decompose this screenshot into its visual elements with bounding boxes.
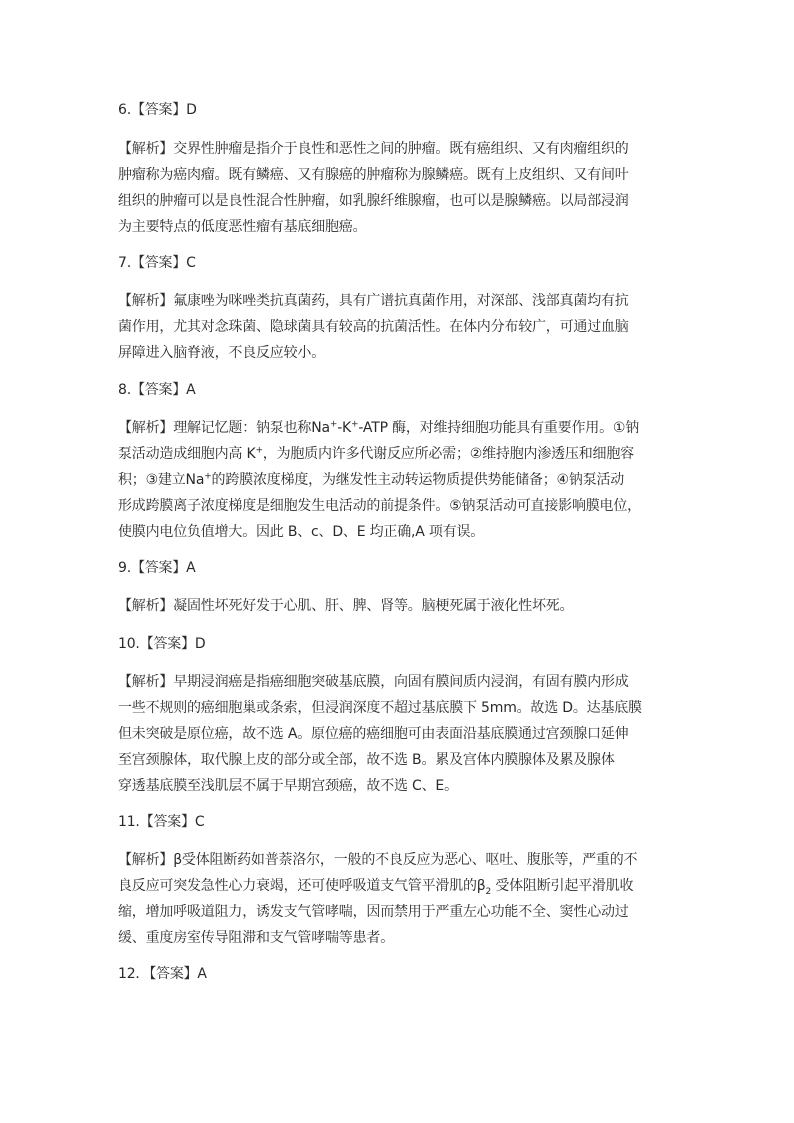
analysis-text: 的跨膜浓度梯度，为继发性主动转运物质提供势能储备；④钠泵活动 <box>211 472 625 488</box>
analysis-line: 缩，增加呼吸道阻力，诱发支气管哮喘，因而禁用于严重左心功能不全、窦性心动过 <box>118 904 629 920</box>
answer-block-6 <box>118 97 688 123</box>
analysis-block-11 <box>118 847 688 951</box>
answer-block-9 <box>118 555 688 581</box>
analysis-line: 【解析】凝固性坏死好发于心肌、肝、脾、肾等。脑梗死属于液化性坏死。 <box>118 598 574 614</box>
analysis-line: 屏障进入脑脊液，不良反应较小。 <box>118 345 325 361</box>
analysis-line: 为主要特点的低度恶性瘤有基底细胞癌。 <box>118 219 367 235</box>
answer-block-7 <box>118 250 688 276</box>
analysis-text: 【解析】理解记忆题：钠泵也称Na <box>118 420 330 436</box>
analysis-text: 良反应可突发急性心力衰竭，还可使呼吸道支气管平滑肌的β <box>118 878 486 894</box>
analysis-block-6 <box>118 136 688 240</box>
analysis-line <box>118 873 688 899</box>
superscript: + <box>351 419 359 430</box>
analysis-line: 【解析】早期浸润癌是指癌细胞突破基底膜，向固有膜间质内浸润，有固有膜内形成 <box>118 674 629 690</box>
analysis-text: -K <box>337 420 352 436</box>
analysis-text: 受体阻断引起平滑肌收 <box>491 878 634 894</box>
analysis-line <box>118 415 688 441</box>
analysis-text: 泵活动造成细胞内高 K <box>118 446 256 462</box>
analysis-line: 肿瘤称为癌肉瘤。既有鳞癌、又有腺癌的肿瘤称为腺鳞癌。既有上皮组织、又有间叶 <box>118 167 629 183</box>
answer-block-11 <box>118 809 688 835</box>
answer-heading: 6.【答案】D <box>118 102 197 118</box>
superscript: + <box>329 419 338 430</box>
analysis-line: 使膜内电位负值增大。因此 B、c、D、E 均正确,A 项有误。 <box>118 524 485 540</box>
analysis-text: -ATP 酶，对维持细胞功能具有重要作用。①钠 <box>358 420 640 436</box>
analysis-line <box>118 467 688 493</box>
analysis-line: 【解析】氟康唑为咪唑类抗真菌药，具有广谱抗真菌作用，对深部、浅部真菌均有抗 <box>118 293 629 309</box>
answer-block-10 <box>118 631 688 657</box>
analysis-block-9 <box>118 593 688 619</box>
analysis-line: 一些不规则的癌细胞巢或条索，但浸润深度不超过基底膜下 5mm。故选 D。达基底膜 <box>118 700 642 716</box>
superscript: + <box>204 471 212 482</box>
superscript: + <box>255 445 263 456</box>
analysis-line: 但未突破是原位癌，故不选 A。原位癌的癌细胞可由表面沿基底膜通过宫颈腺口延伸 <box>118 726 629 742</box>
answer-heading: 8.【答案】A <box>118 382 196 398</box>
analysis-block-8 <box>118 415 688 545</box>
answer-heading: 9.【答案】A <box>118 560 196 576</box>
analysis-block-10 <box>118 669 688 799</box>
analysis-text: ，为胞质内许多代谢反应所必需；②维持胞内渗透压和细胞容 <box>262 446 634 462</box>
analysis-block-7 <box>118 288 688 366</box>
analysis-line: 穿透基底膜至浅肌层不属于早期宫颈癌，故不选 C、E。 <box>118 778 458 794</box>
analysis-text: 积；③建立Na <box>118 472 205 488</box>
analysis-line: 缓、重度房室传导阻滞和支气管哮喘等患者。 <box>118 930 394 946</box>
analysis-line: 菌作用，尤其对念珠菌、隐球菌具有较高的抗菌活性。在体内分布较广，可通过血脑 <box>118 319 629 335</box>
answer-block-8 <box>118 377 688 403</box>
analysis-line: 形成跨膜离子浓度梯度是细胞发生电活动的前提条件。⑤钠泵活动可直接影响膜电位， <box>118 498 641 514</box>
subscript: 2 <box>485 886 492 897</box>
answer-block-12 <box>118 961 688 987</box>
analysis-line: 至宫颈腺体，取代腺上皮的部分或全部，故不选 B。累及宫体内膜腺体及累及腺体 <box>118 752 615 768</box>
answer-heading: 12．【答案】A <box>118 966 207 982</box>
answer-heading: 11.【答案】C <box>118 814 205 830</box>
analysis-line: 【解析】交界性肿瘤是指介于良性和恶性之间的肿瘤。既有癌组织、又有肉瘤组织的 <box>118 141 629 157</box>
analysis-line: 组织的肿瘤可以是良性混合性肿瘤，如乳腺纤维腺瘤，也可以是腺鳞癌。以局部浸润 <box>118 193 629 209</box>
answer-heading: 10.【答案】D <box>118 636 206 652</box>
analysis-line: 【解析】β受体阻断药如普萘洛尔，一般的不良反应为恶心、呕吐、腹胀等，严重的不 <box>118 852 638 868</box>
analysis-line <box>118 441 688 467</box>
answer-heading: 7.【答案】C <box>118 255 196 271</box>
